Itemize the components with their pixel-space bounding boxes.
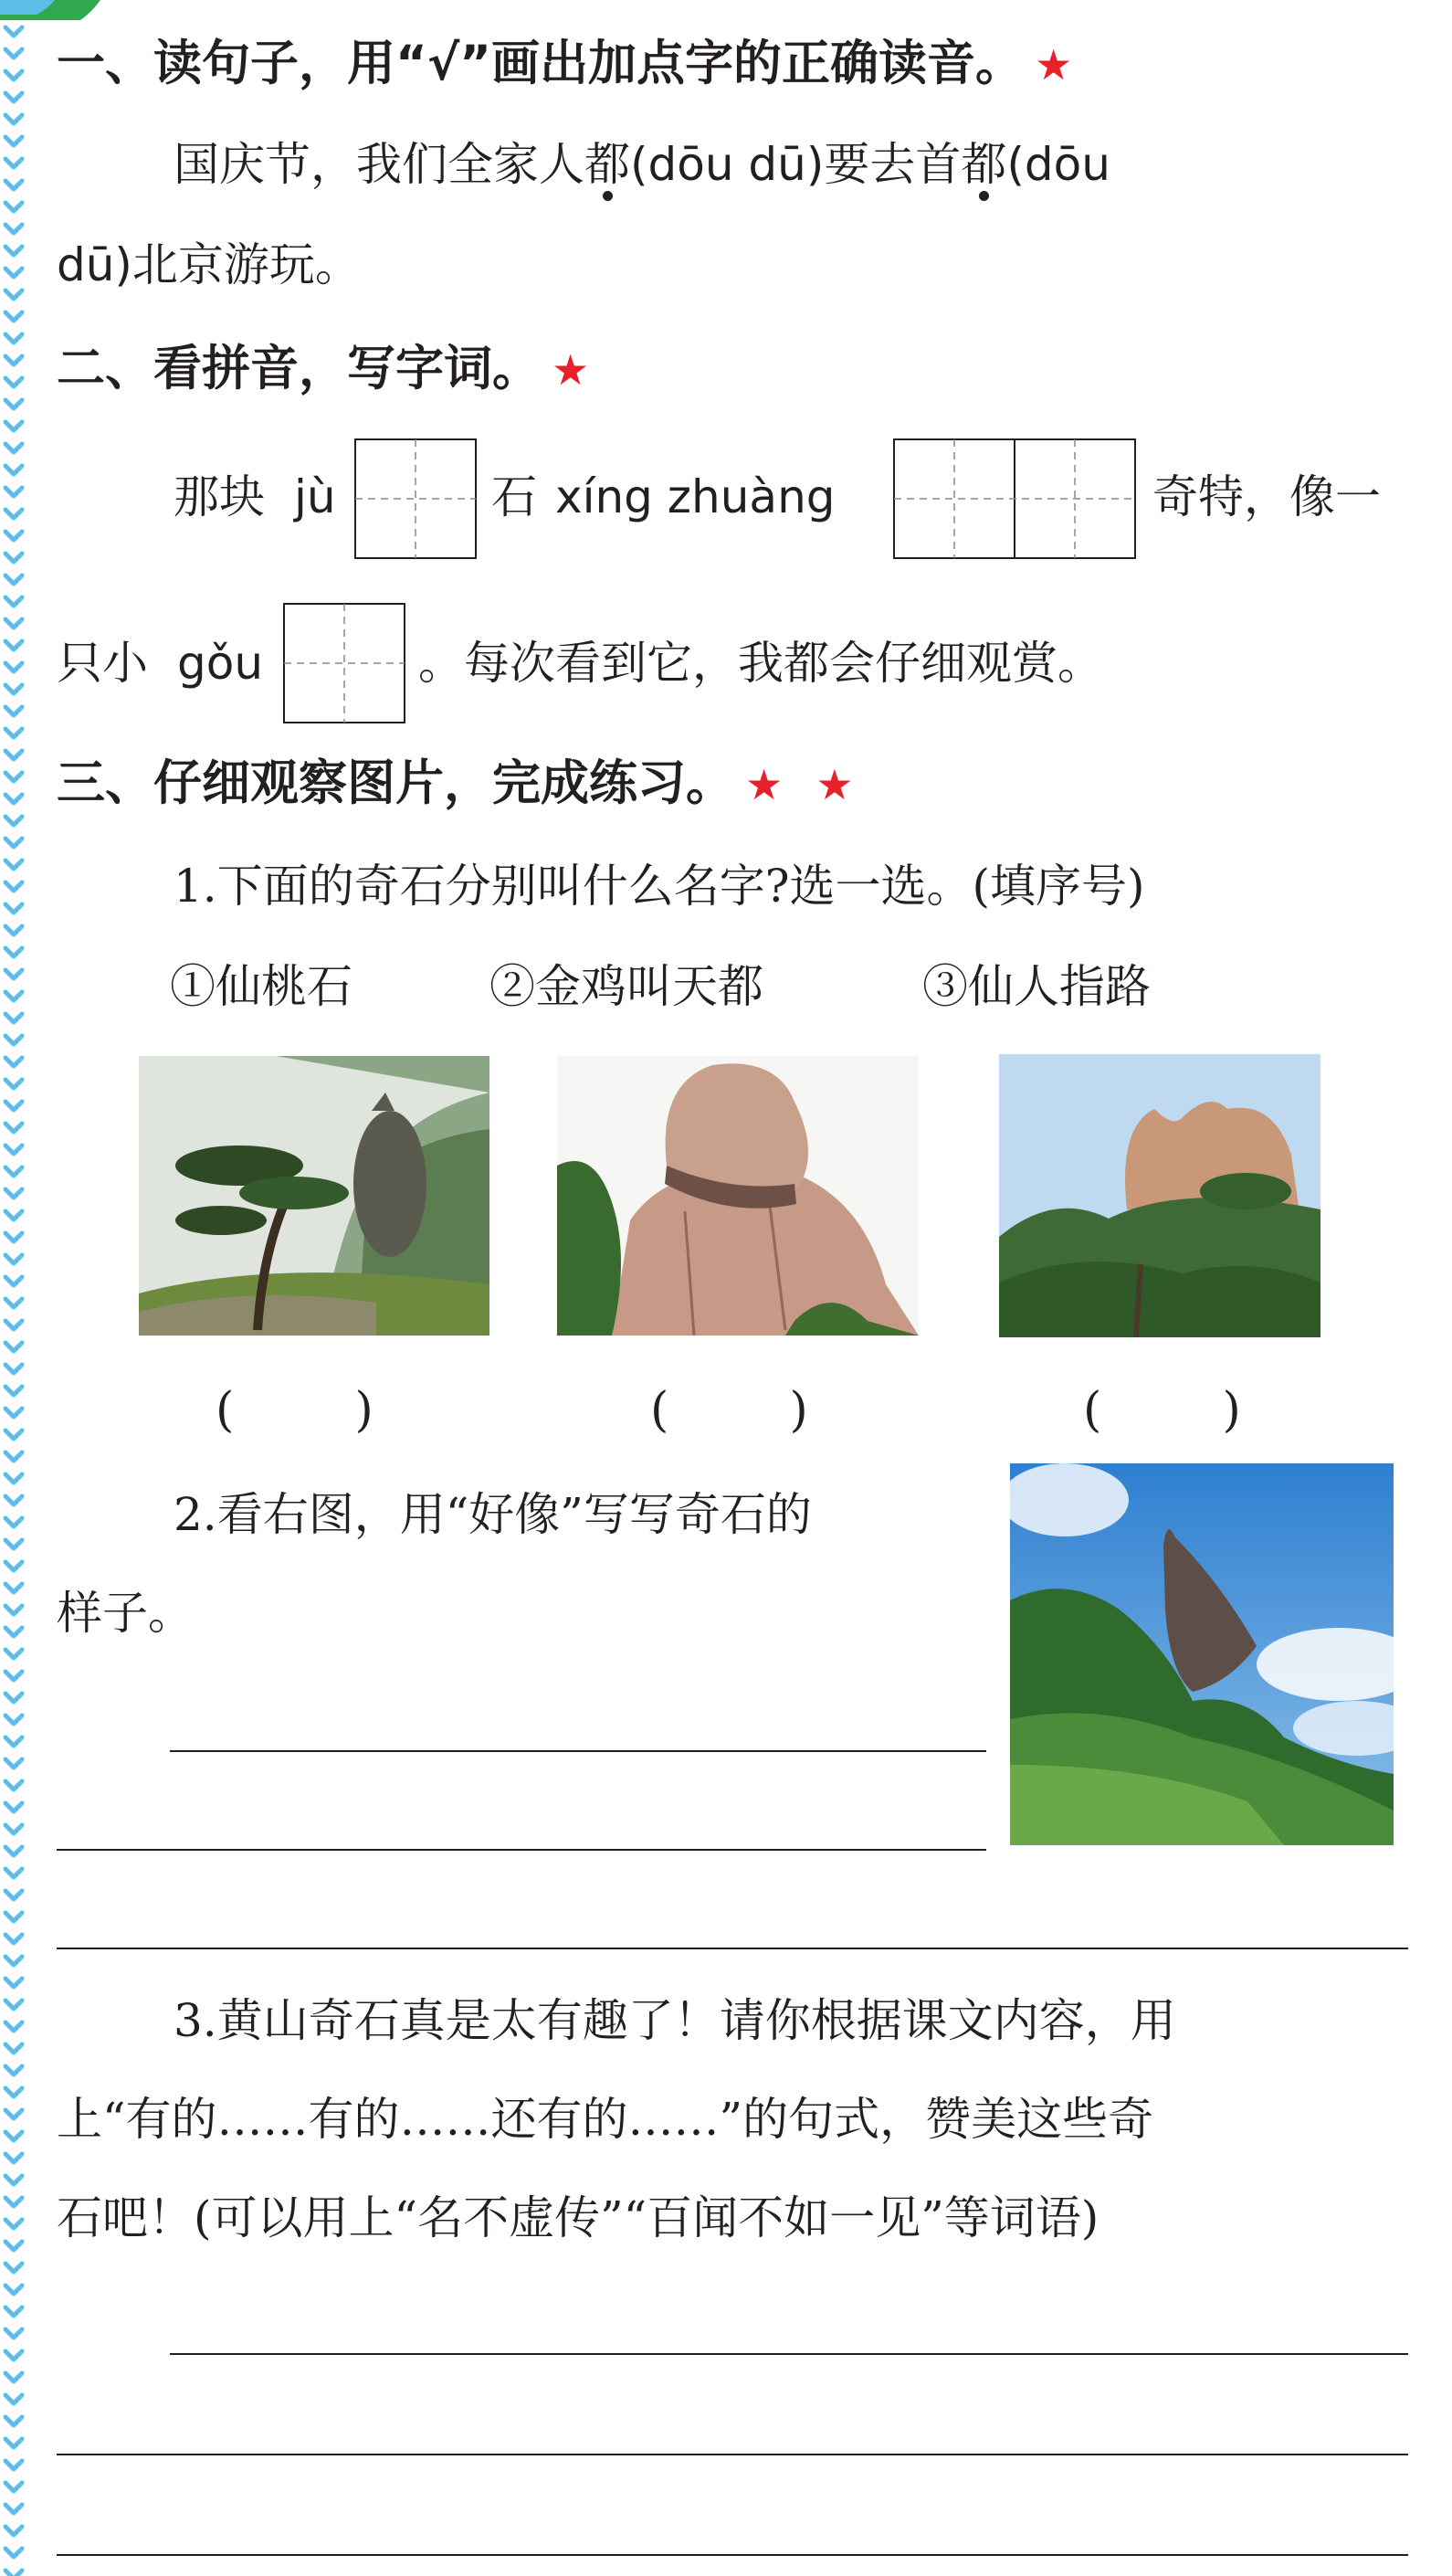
rock-photo-1 <box>139 1056 489 1336</box>
difficulty-stars: ★ <box>552 345 599 395</box>
section-3-title: 三、仔细观察图片，完成练习。 <box>57 755 734 811</box>
pinyin-ju: jù <box>294 470 336 523</box>
corner-decoration <box>0 0 110 22</box>
writing-box-double[interactable] <box>893 438 1136 559</box>
rock-photo-2 <box>557 1056 919 1336</box>
section-2-prefix: 那块 <box>174 470 265 523</box>
answer-line[interactable] <box>57 1849 986 1851</box>
question-2-line2: 样子。 <box>57 1587 194 1640</box>
section-3-heading <box>57 755 863 814</box>
question-1: 1.下面的奇石分别叫什么名字?选一选。(填序号) <box>174 860 1145 913</box>
question-2-line1: 2.看右图，用“好像”写写奇石的 <box>174 1488 812 1541</box>
section-2-row2-suffix: 。每次看到它，我都会仔细观赏。 <box>418 637 1103 690</box>
answer-line[interactable] <box>170 1750 986 1752</box>
answer-line[interactable] <box>57 1948 1408 1949</box>
writing-box[interactable] <box>354 438 477 559</box>
difficulty-stars: ★ <box>1035 40 1082 90</box>
dotted-character: 都 <box>584 138 630 191</box>
decorative-chevron-border <box>0 0 27 2576</box>
sentence-text: 国庆节，我们全家人 <box>174 138 584 191</box>
answer-line[interactable] <box>170 2353 1408 2355</box>
writing-box[interactable] <box>283 603 405 723</box>
section-2-row2-prefix: 只小 <box>57 637 148 690</box>
pinyin-xingzhuang: xíng zhuàng <box>555 470 836 523</box>
section-1-sentence-line2 <box>57 238 361 292</box>
option-2: ②金鸡叫天都 <box>489 960 763 1013</box>
section-1-heading <box>57 35 1081 94</box>
section-2-suffix: 奇特，像一 <box>1152 470 1381 523</box>
pinyin-choice-end: dū)北京游玩。 <box>57 238 361 291</box>
option-1: ①仙桃石 <box>170 960 352 1013</box>
answer-blank-1[interactable]: ( ) <box>216 1383 374 1438</box>
rock-photo-3 <box>999 1054 1320 1337</box>
pinyin-choice[interactable]: (dōu <box>1006 138 1110 191</box>
question-3-line3: 石吧！(可以用上“名不虚传”“百闻不如一见”等词语) <box>57 2191 1100 2244</box>
section-1-title: 一、读句子，用“√”画出加点字的正确读音。 <box>57 36 1025 91</box>
section-2-char-shi: 石 <box>491 470 537 523</box>
question-3-line1: 3.黄山奇石真是太有趣了！请你根据课文内容，用 <box>174 1994 1176 2047</box>
answer-blank-2[interactable]: ( ) <box>650 1383 808 1438</box>
pinyin-choice[interactable]: (dōu dū) <box>630 138 825 191</box>
section-2-title: 二、看拼音，写字词。 <box>57 341 541 396</box>
answer-line[interactable] <box>57 2454 1408 2455</box>
rock-photo-4 <box>1010 1463 1394 1845</box>
dotted-character: 都 <box>961 138 1007 191</box>
pinyin-gou: gǒu <box>177 637 264 690</box>
sentence-text: 要去首 <box>824 138 962 191</box>
section-2-heading <box>57 340 598 399</box>
question-3-line2: 上“有的……有的……还有的……”的句式，赞美这些奇 <box>57 2093 1154 2146</box>
answer-blank-3[interactable]: ( ) <box>1083 1383 1241 1438</box>
option-3: ③仙人指路 <box>922 960 1151 1013</box>
section-1-sentence-line1 <box>174 137 1110 192</box>
answer-line[interactable] <box>57 2554 1408 2556</box>
difficulty-stars: ★ ★ <box>745 760 863 809</box>
